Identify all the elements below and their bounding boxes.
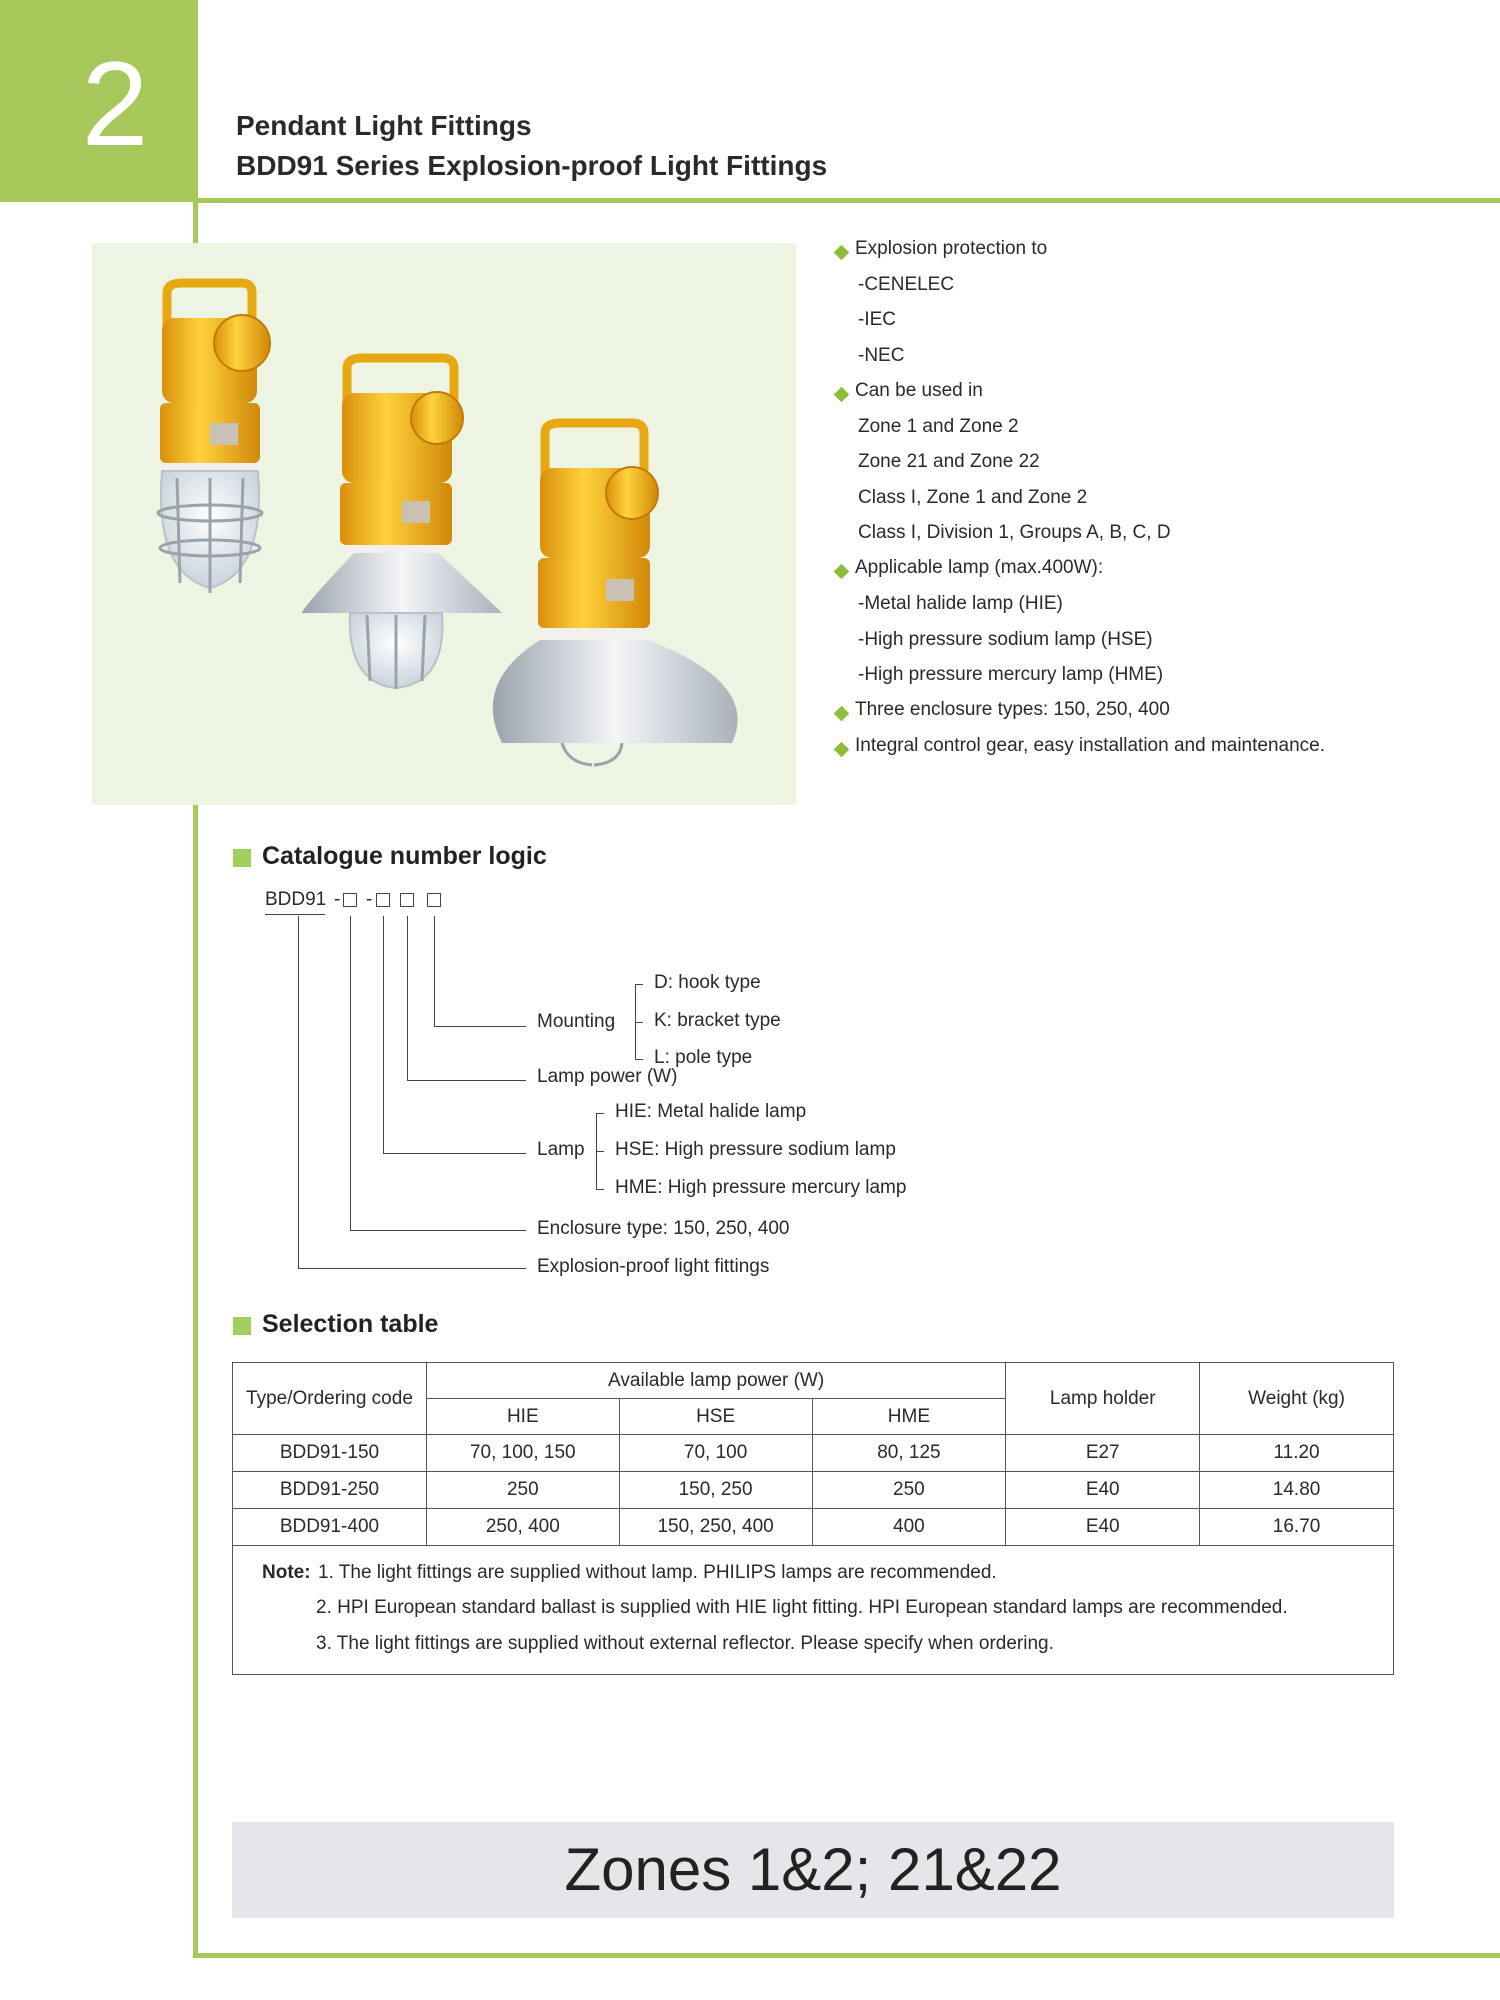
lamp-small-reflector (302, 358, 502, 689)
cell-code: BDD91-150 (233, 1435, 427, 1472)
cell-holder: E27 (1006, 1435, 1200, 1472)
code-dash: - (334, 889, 341, 910)
mounting-label: Mounting (537, 1011, 616, 1032)
cell-code: BDD91-400 (233, 1509, 427, 1546)
cell-hse: 150, 250, 400 (619, 1509, 812, 1546)
cell-weight: 11.20 (1200, 1435, 1394, 1472)
cell-weight: 16.70 (1200, 1509, 1394, 1546)
bullet-diamond-icon (834, 387, 850, 403)
feature-item: -CENELEC (858, 273, 955, 295)
lamp-option: HIE: Metal halide lamp (615, 1101, 807, 1122)
lamp-option: HSE: High pressure sodium lamp (615, 1139, 896, 1160)
code-box-enclosure (343, 893, 357, 907)
feature-item: Three enclosure types: 150, 250, 400 (855, 699, 1170, 720)
explosion-label: Explosion-proof light fittings (537, 1256, 770, 1277)
feature-item: Explosion protection to (855, 238, 1048, 259)
lamp-large-reflector (493, 423, 738, 765)
header-holder: Lamp holder (1006, 1363, 1200, 1435)
feature-item: Can be used in (855, 380, 983, 401)
header-type: Type/Ordering code (233, 1363, 427, 1435)
enclosure-label: Enclosure type: 150, 250, 400 (537, 1218, 790, 1239)
table-row (233, 1472, 1394, 1509)
feature-item: Zone 21 and Zone 22 (858, 451, 1040, 472)
connector-line (383, 916, 384, 1154)
header-hie: HIE (426, 1399, 619, 1435)
cell-holder: E40 (1006, 1472, 1200, 1509)
note-label: Note: (262, 1562, 311, 1583)
cell-hme: 400 (812, 1509, 1006, 1546)
feature-item: Class I, Division 1, Groups A, B, C, D (858, 522, 1171, 543)
product-photo (92, 243, 796, 805)
connector-line (407, 916, 408, 1081)
lamp-glass-guard (158, 283, 270, 593)
mounting-option: L: pole type (654, 1047, 753, 1068)
header-rule (193, 198, 1500, 203)
feature-list (832, 238, 1472, 778)
header-hse: HSE (619, 1399, 812, 1435)
cell-weight: 14.80 (1200, 1472, 1394, 1509)
header-weight: Weight (kg) (1200, 1363, 1394, 1435)
feature-item: -NEC (858, 344, 905, 366)
cell-hme: 250 (812, 1472, 1006, 1509)
bullet-diamond-icon (834, 245, 850, 261)
cell-hme: 80, 125 (812, 1435, 1006, 1472)
code-dash: - (366, 889, 373, 910)
connector-line (434, 916, 435, 1027)
feature-item: Zone 1 and Zone 2 (858, 415, 1019, 437)
cell-hie: 70, 100, 150 (426, 1435, 619, 1472)
bullet-diamond-icon (834, 706, 850, 722)
connector-line (298, 1268, 526, 1269)
table-row (233, 1509, 1394, 1546)
connector-line (350, 916, 351, 1231)
table-row (233, 1435, 1394, 1472)
bracket-line (635, 1022, 643, 1023)
cell-hse: 150, 250 (619, 1472, 812, 1509)
note-item: 1. The light fittings are supplied without lamp. PHILIPS lamps are recommended. (318, 1562, 997, 1583)
note-item: 2. HPI European standard ballast is supplied with HIE light fitting. HPI European standard lamps are recommended. (316, 1597, 1288, 1618)
feature-item: Integral control gear, easy installation and maintenance. (855, 735, 1326, 756)
bracket-line (635, 984, 643, 985)
feature-item: -High pressure sodium lamp (HSE) (858, 628, 1153, 650)
feature-item: Class I, Zone 1 and Zone 2 (858, 486, 1088, 508)
selection-heading: Selection table (262, 1310, 439, 1338)
table-header-row (233, 1363, 1394, 1399)
feature-item: Applicable lamp (max.400W): (855, 557, 1104, 578)
page-title-line2: BDD91 Series Explosion-proof Light Fittings (236, 150, 828, 181)
connector-line (383, 1153, 526, 1154)
bracket-line (635, 1059, 643, 1060)
catalogue-heading: Catalogue number logic (262, 842, 547, 870)
header-power: Available lamp power (W) (426, 1363, 1005, 1399)
section-number: 2 (81, 37, 149, 171)
connector-line (350, 1230, 526, 1231)
zones-text: Zones 1&2; 21&22 (564, 1836, 1062, 1903)
code-box-lamp (376, 893, 390, 907)
code-prefix: BDD91 (265, 889, 327, 910)
prefix-underline (265, 914, 325, 915)
lamp-label: Lamp (537, 1139, 585, 1160)
page-title-line1: Pendant Light Fittings (236, 110, 532, 141)
mounting-option: K: bracket type (654, 1010, 781, 1031)
cell-hse: 70, 100 (619, 1435, 812, 1472)
feature-item: -IEC (858, 309, 896, 330)
bracket-line (596, 1189, 604, 1190)
connector-line (298, 916, 299, 1269)
bracket-line (596, 1113, 604, 1114)
pendant-lights-illustration (92, 243, 796, 805)
code-box-power (400, 893, 414, 907)
lamp-power-label: Lamp power (W) (537, 1066, 678, 1087)
selection-table (232, 1362, 1394, 1546)
cell-hie: 250 (426, 1472, 619, 1509)
cell-holder: E40 (1006, 1509, 1200, 1546)
mounting-option: D: hook type (654, 972, 761, 993)
bullet-diamond-icon (834, 742, 850, 758)
note-item: 3. The light fittings are supplied without external reflector. Please specify when ordering. (316, 1633, 1054, 1654)
connector-line (407, 1080, 526, 1081)
section-marker-icon (233, 1317, 251, 1335)
code-box-mounting (427, 893, 441, 907)
lamp-option: HME: High pressure mercury lamp (615, 1177, 907, 1198)
feature-item: -Metal halide lamp (HIE) (858, 593, 1063, 614)
footer-rule (193, 1953, 1500, 1958)
connector-line (434, 1026, 526, 1027)
section-marker-icon (233, 849, 251, 867)
cell-hie: 250, 400 (426, 1509, 619, 1546)
cell-code: BDD91-250 (233, 1472, 427, 1509)
header-hme: HME (812, 1399, 1006, 1435)
feature-item: -High pressure mercury lamp (HME) (858, 664, 1164, 685)
bullet-diamond-icon (834, 564, 850, 580)
bracket-line (596, 1151, 604, 1152)
